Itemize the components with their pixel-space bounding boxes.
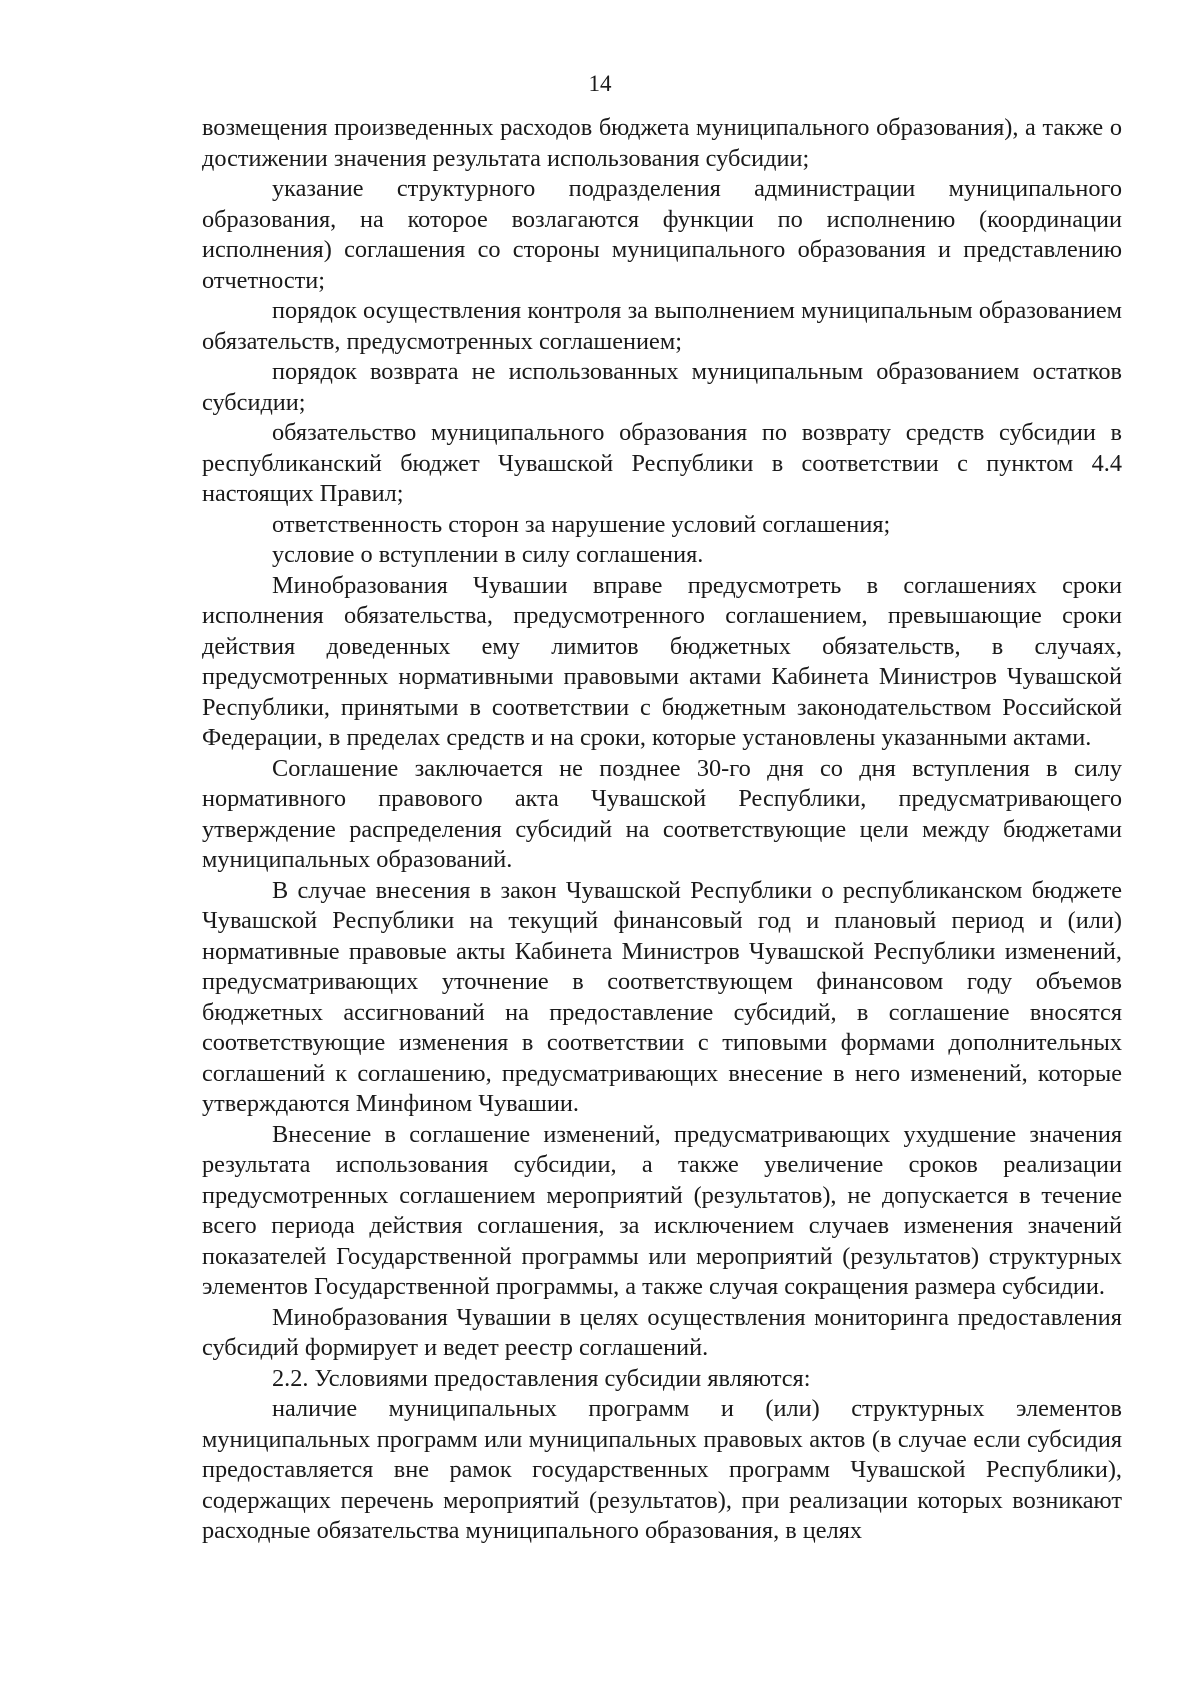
paragraph-responsibility: ответственность сторон за нарушение условий соглашения; — [272, 510, 891, 538]
paragraph-control-procedure: порядок осуществления контроля за выполнением муниципальным образованием обязательств, предусмотренных соглашением; — [202, 297, 1122, 355]
paragraph-return-obligation: обязательство муниципального образования по возврату средств субсидии в республиканский бюджет Чувашской Республики в соответствии с пунктом 4.4 настоящих Правил; — [202, 419, 1122, 507]
paragraph-registry: Минобразования Чувашии в целях осуществления мониторинга предоставления субсидий формирует и ведет реестр соглашений. — [202, 1303, 1122, 1361]
paragraph-amendment-restrictions: Внесение в соглашение изменений, предусматривающих ухудшение значения результата использования субсидии, а также увеличение сроков реализации предусмотренных соглашением мероприятий (результатов), не допускается в течение всего периода действия соглашения, за исключением случаев изменения значений показателей Государственной программы или мероприятий (результатов) структурных элементов Государственной программы, а также случая сокращения размера субсидии. — [202, 1120, 1122, 1300]
paragraph-municipal-programs: наличие муниципальных программ и (или) структурных элементов муниципальных программ или муниципальных правовых актов (в случае если субсидия предоставляется вне рамок государственных программ Чувашской Республики), содержащих перечень мероприятий (результатов), при реализации которых возникают расходные обязательства муниципального образования, в целях — [202, 1395, 1122, 1544]
paragraph-conclusion-deadline: Соглашение заключается не позднее 30-го дня со дня вступления в силу нормативного правового акта Чувашской Республики, предусматривающего утверждение распределения субсидий на соответствующие цели между бюджетами муниципальных образований. — [202, 754, 1122, 873]
paragraph-return-procedure: порядок возврата не использованных муниципальным образованием остатков субсидии; — [202, 358, 1122, 416]
paragraph-entry-into-force: условие о вступлении в силу соглашения. — [272, 541, 704, 568]
paragraph-section-2-2: 2.2. Условиями предоставления субсидии являются: — [272, 1364, 811, 1392]
paragraph-obligation-terms: Минобразования Чувашии вправе предусмотреть в соглашениях сроки исполнения обязательства, предусмотренного соглашением, превышающие сроки действия доведенных ему лимитов бюджетных обязательств, в случаях, предусмотренных нормативными правовыми актами Кабинета Министров Чувашской Республики, принятыми в соответствии с бюджетным законодательством Российской Федерации, в пределах средств и на сроки, которые установлены указанными актами. — [202, 571, 1122, 751]
page-number: 14 — [588, 71, 612, 96]
paragraph-budget-amendments: В случае внесения в закон Чувашской Республики о республиканском бюджете Чувашской Республики на текущий финансовый год и плановый период и (или) нормативные правовые акты Кабинета Министров Чувашской Республики изменений, предусматривающих уточнение в соответствующем финансовом году объемов бюджетных ассигнований на предоставление субсидий, в соглашение вносятся соответствующие изменения в соответствии с типовыми формами дополнительных соглашений к соглашению, предусматривающих внесение в него изменений, которые утверждаются Минфином Чувашии. — [202, 876, 1122, 1117]
document-body — [202, 113, 1122, 1547]
paragraph-continuation: возмещения произведенных расходов бюджета муниципального образования), а также о достижении значения результата использования субсидии; — [202, 114, 1122, 172]
paragraph-structural-unit: указание структурного подразделения администрации муниципального образования, на которое возлагаются функции по исполнению (координации исполнения) соглашения со стороны муниципального образования и представлению отчетности; — [202, 175, 1122, 294]
